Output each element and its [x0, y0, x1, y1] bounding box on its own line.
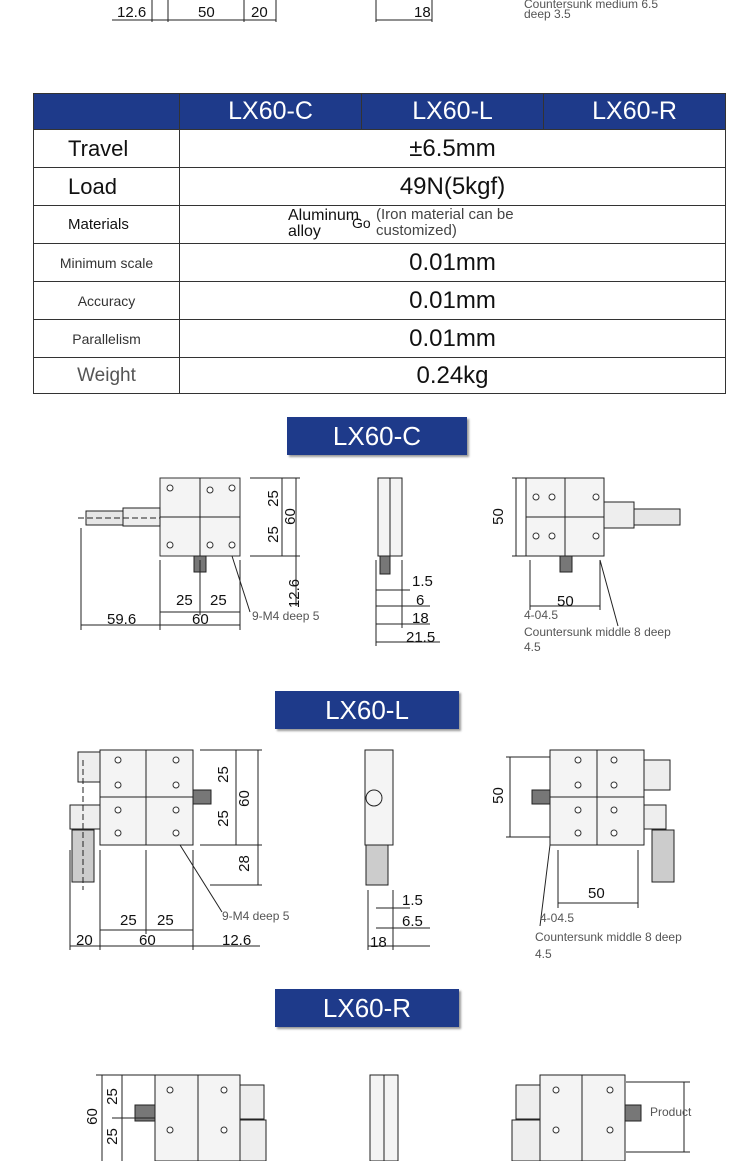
l-note-cs1: Countersunk middle 8 deep	[535, 930, 682, 944]
spec-table	[33, 93, 726, 394]
spec-header-r: LX60-R	[544, 94, 726, 130]
l-dim-28: 28	[235, 855, 253, 872]
l-dim-60h: 60	[139, 932, 156, 949]
l-note-hole: 4-04.5	[540, 911, 575, 925]
c-dim-6: 6	[416, 592, 425, 609]
c-note-m4: 9-M4 deep 5	[252, 609, 320, 623]
c-dim-60v: 60	[281, 508, 299, 525]
r-dim-25b: 25	[103, 1128, 121, 1145]
c-dim-25a: 25	[264, 490, 282, 507]
top-dim-d: 18	[414, 4, 431, 21]
top-note-line1: Countersunk medium 6.5	[524, 0, 659, 11]
c-dim-18: 18	[412, 610, 429, 627]
l-dim-12-6: 12.6	[222, 932, 252, 949]
l-dim-50h: 50	[588, 885, 605, 902]
spec-value-accuracy: 0.01mm	[180, 282, 726, 320]
l-note-m4: 9-M4 deep 5	[222, 909, 290, 923]
spec-label-min-scale: Minimum scale	[34, 244, 180, 282]
r-dim-60v: 60	[83, 1108, 101, 1125]
spec-value-weight: 0.24kg	[180, 358, 726, 394]
spec-label-weight: Weight	[34, 358, 180, 394]
c-dim-25d: 25	[210, 592, 227, 609]
spec-value-parallelism: 0.01mm	[180, 320, 726, 358]
l-dim-60v: 60	[235, 790, 253, 807]
spec-label-travel: Travel	[34, 130, 180, 168]
l-dim-18: 18	[370, 934, 387, 951]
c-dim-25c: 25	[176, 592, 193, 609]
spec-value-min-scale: 0.01mm	[180, 244, 726, 282]
spec-header-c: LX60-C	[180, 94, 362, 130]
r-note-product: Product	[650, 1105, 692, 1119]
r-dim-25a: 25	[103, 1088, 121, 1105]
l-dim-25c: 25	[120, 912, 137, 929]
top-note-line2: deep 3.5	[524, 7, 571, 21]
materials-go: Go	[352, 215, 371, 231]
spec-value-travel: ±6.5mm	[180, 130, 726, 168]
c-dim-59-6: 59.6	[107, 611, 137, 628]
spec-label-materials: Materials	[34, 206, 180, 244]
top-dim-c: 20	[251, 4, 268, 21]
c-dim-50v: 50	[489, 508, 507, 525]
top-dim-b: 50	[198, 4, 215, 21]
spec-label-load: Load	[34, 168, 180, 206]
l-note-cs2: 4.5	[535, 947, 552, 961]
section-title-c: LX60-C	[287, 417, 467, 455]
l-dim-1-5: 1.5	[402, 892, 423, 909]
c-note-cs1: Countersunk middle 8 deep	[524, 625, 671, 639]
c-dim-12-6: 12.6	[286, 578, 304, 609]
section-title-l: LX60-L	[275, 691, 459, 729]
l-dim-25a: 25	[214, 766, 232, 783]
c-dim-25b: 25	[264, 526, 282, 543]
spec-label-accuracy: Accuracy	[34, 282, 180, 320]
c-dim-60h: 60	[192, 611, 209, 628]
section-title-r: LX60-R	[275, 989, 459, 1027]
spec-label-parallelism: Parallelism	[34, 320, 180, 358]
spec-value-load: 49N(5kgf)	[180, 168, 726, 206]
c-dim-21-5: 21.5	[406, 629, 436, 646]
l-dim-25b: 25	[214, 810, 232, 827]
c-note-cs2: 4.5	[524, 640, 541, 654]
spec-header-l: LX60-L	[362, 94, 544, 130]
materials-alloy: Aluminum alloy	[288, 207, 360, 240]
top-dim-a: 12.6	[117, 4, 147, 21]
l-dim-25d: 25	[157, 912, 174, 929]
l-dim-20: 20	[76, 932, 93, 949]
spec-header-blank	[34, 94, 180, 130]
c-dim-50h: 50	[557, 593, 574, 610]
l-dim-50v: 50	[489, 787, 507, 804]
spec-value-materials	[180, 206, 726, 244]
c-note-hole: 4-04.5	[524, 608, 559, 622]
materials-note: (Iron material can be customized)	[376, 206, 514, 239]
l-dim-6-5: 6.5	[402, 913, 423, 930]
c-dim-1-5: 1.5	[412, 573, 433, 590]
